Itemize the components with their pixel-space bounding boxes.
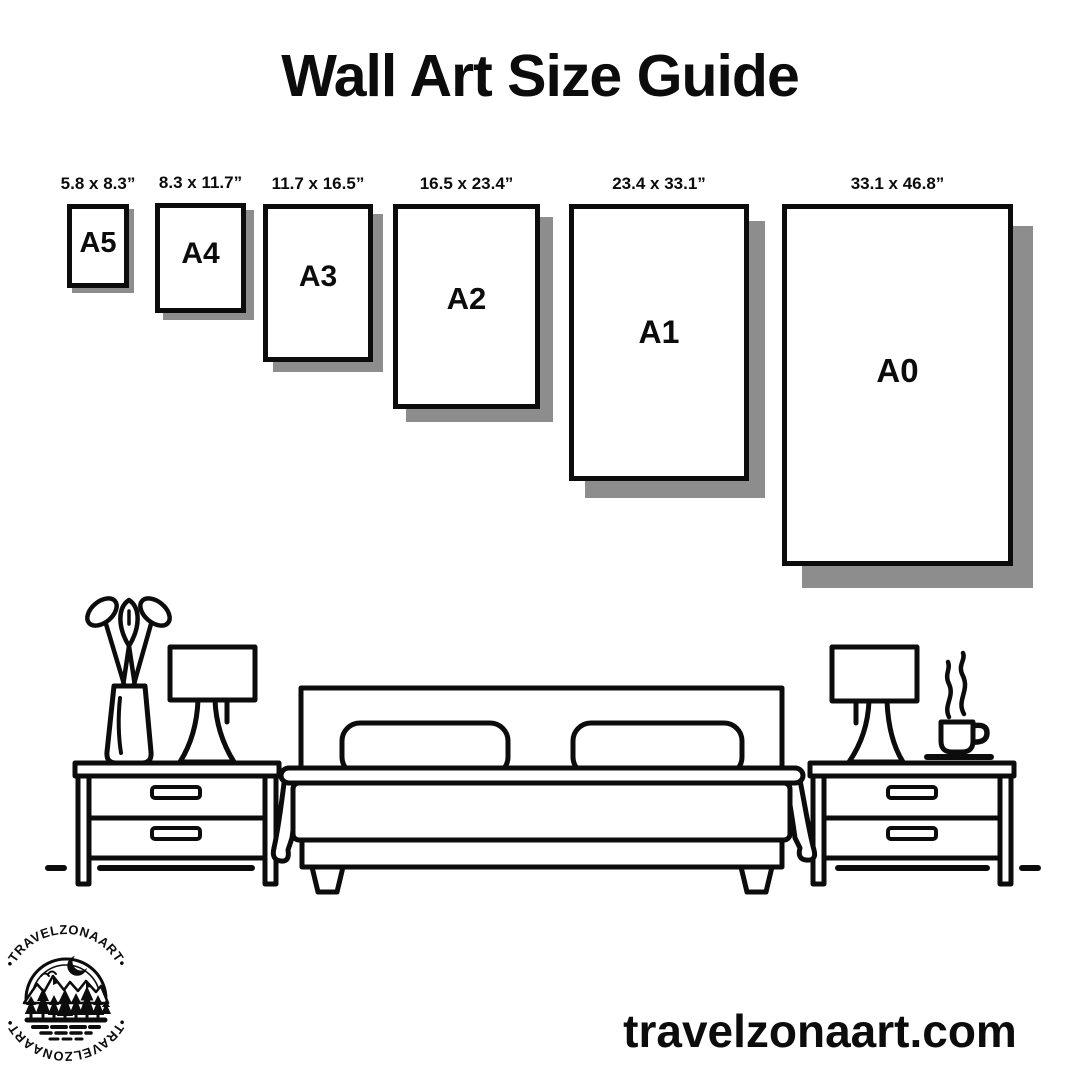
size-frame-a3 — [263, 174, 373, 362]
badge-text-top: •TRAVELZONAART• — [2, 921, 130, 970]
frame-dimensions-label: 33.1 x 46.8” — [850, 174, 945, 193]
frame-box — [67, 204, 129, 288]
frame-box — [782, 204, 1013, 566]
frame-dimensions-label: 8.3 x 11.7” — [158, 173, 243, 192]
frame-dimensions-label: 23.4 x 33.1” — [612, 174, 706, 193]
bed — [273, 688, 814, 892]
frame-size-letter: A0 — [876, 352, 919, 390]
frame-size-letter: A3 — [298, 260, 338, 294]
brand-logo-badge — [0, 918, 141, 1068]
website-url: travelzonaart.com — [623, 1005, 1017, 1057]
left-lamp — [170, 647, 255, 762]
frame-size-letter: A2 — [446, 281, 487, 317]
right-lamp — [832, 647, 917, 762]
size-frame-a0 — [782, 174, 1013, 566]
bed-leg — [312, 867, 343, 892]
badge-text-bottom: •TRAVELZONAART• — [2, 1016, 130, 1065]
coffee-cup — [927, 653, 991, 757]
steam-icon — [947, 653, 965, 717]
frame-box — [263, 204, 373, 362]
flower-vase — [82, 593, 175, 763]
bed-leg — [741, 867, 772, 892]
frame-box — [569, 204, 749, 481]
bedroom-illustration — [40, 592, 1045, 902]
frame-size-letter: A4 — [181, 237, 220, 270]
frame-size-letter: A5 — [79, 226, 117, 259]
badge-scene — [24, 956, 111, 1039]
frame-dimensions-label: 5.8 x 8.3” — [60, 174, 136, 193]
frame-box — [393, 204, 540, 409]
frame-dimensions-label: 16.5 x 23.4” — [419, 174, 514, 193]
size-frame-a5 — [60, 174, 136, 288]
frame-size-letter: A1 — [638, 313, 680, 350]
size-frame-a2 — [393, 174, 540, 409]
size-frame-a4 — [155, 173, 246, 313]
mattress-front — [293, 783, 790, 840]
frame-dimensions-label: 11.7 x 16.5” — [271, 174, 365, 193]
size-frame-a1 — [569, 174, 749, 481]
page-title: Wall Art Size Guide — [281, 43, 799, 109]
frame-box — [155, 203, 246, 313]
bed-base — [302, 840, 782, 867]
